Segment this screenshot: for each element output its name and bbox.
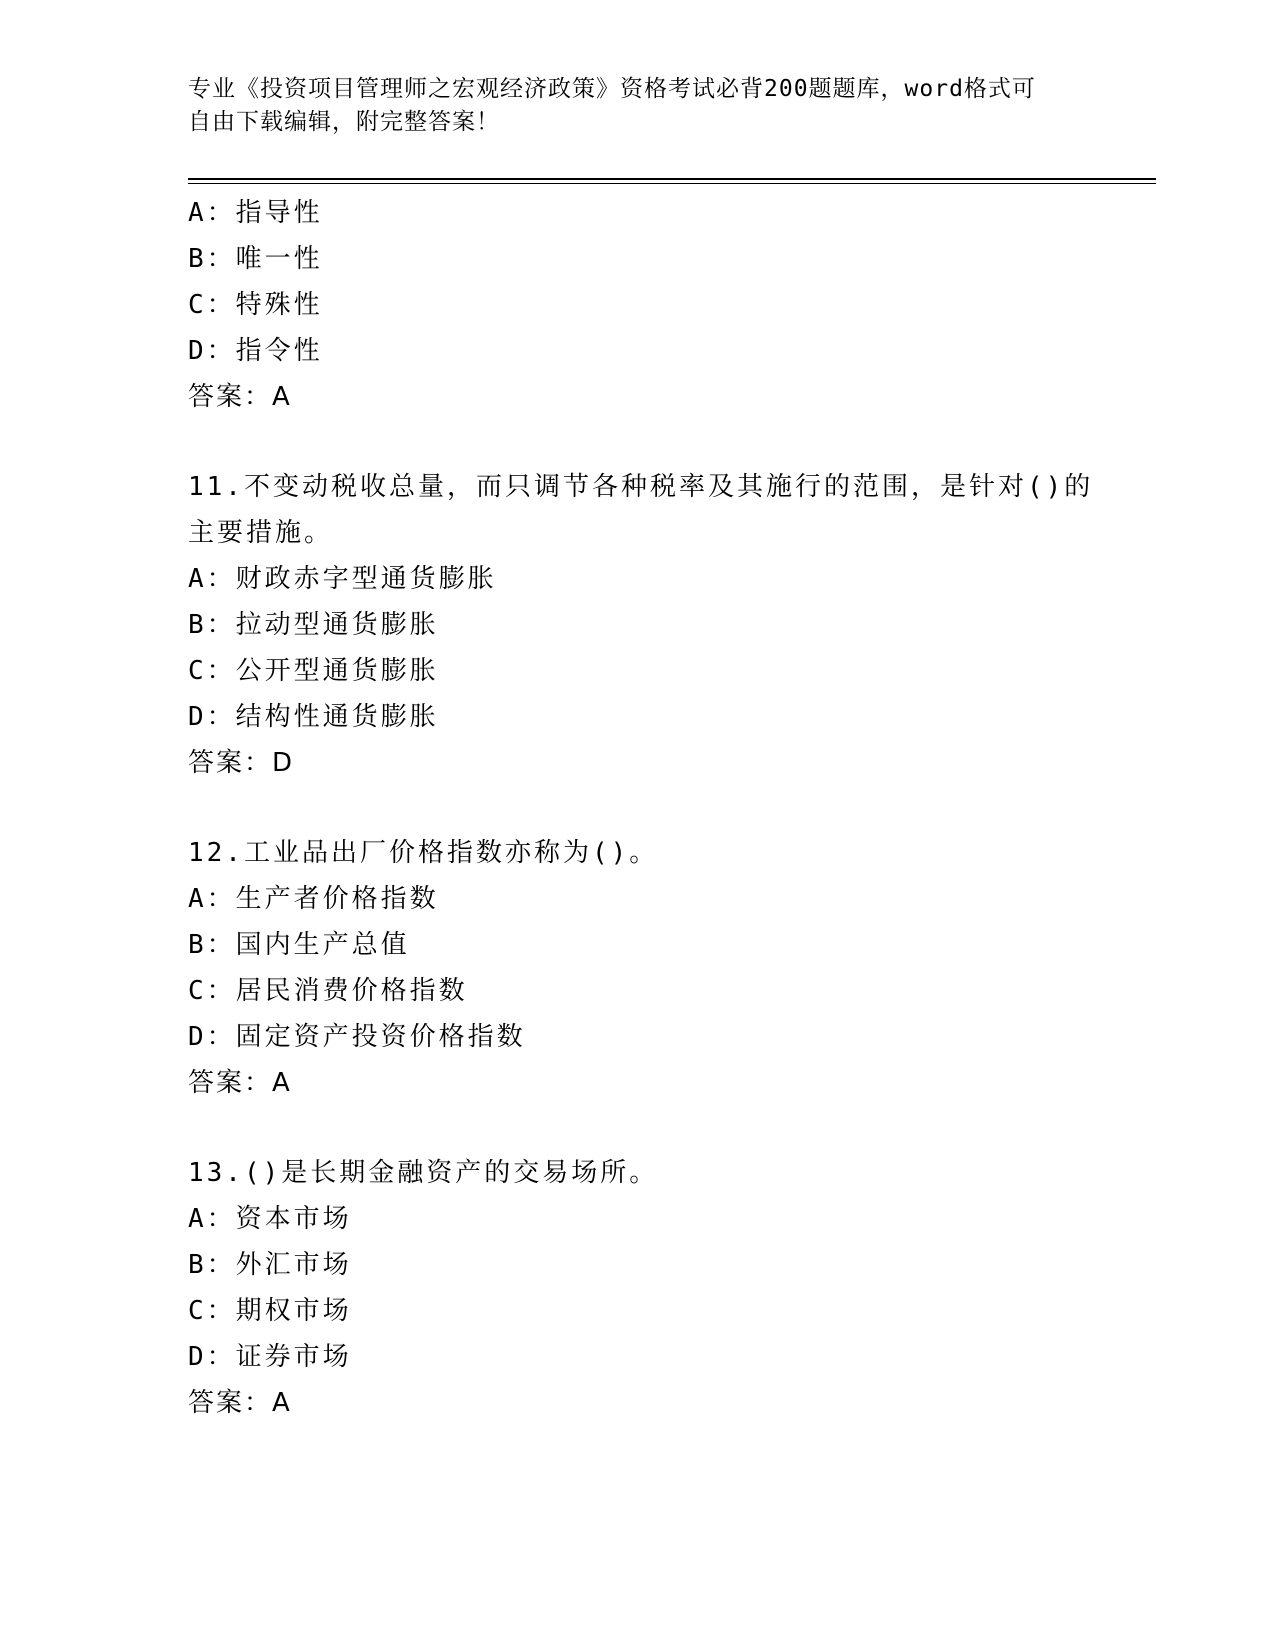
- question-stem: 13.()是长期金融资产的交易场所。: [188, 1158, 659, 1188]
- option-a: A：财政赤字型通货膨胀: [188, 564, 497, 594]
- question-stem-line-2: 主要措施。: [188, 518, 334, 548]
- answer-line: 答案：A: [188, 382, 292, 412]
- answer-line: 答案：D: [188, 748, 295, 778]
- option-d: D：证券市场: [188, 1342, 352, 1372]
- question-stem: 12.工业品出厂价格指数亦称为()。: [188, 838, 659, 868]
- option-c: C：公开型通货膨胀: [188, 656, 439, 686]
- option-d: D：指令性: [188, 336, 323, 366]
- answer-line: 答案：A: [188, 1068, 292, 1098]
- option-d: D：固定资产投资价格指数: [188, 1022, 526, 1052]
- option-b: B：拉动型通货膨胀: [188, 610, 439, 640]
- header-line-1: 专业《投资项目管理师之宏观经济政策》资格考试必背200题题库，word格式可: [188, 76, 1036, 102]
- question-stem-line-1: 11.不变动税收总量，而只调节各种税率及其施行的范围，是针对()的: [188, 472, 1094, 502]
- option-a: A：生产者价格指数: [188, 884, 439, 914]
- option-a: A：资本市场: [188, 1204, 352, 1234]
- option-b: B：唯一性: [188, 244, 323, 274]
- question-list: [188, 190, 1094, 1426]
- answer-line: 答案：A: [188, 1388, 292, 1418]
- option-c: C：期权市场: [188, 1296, 352, 1326]
- question-13: [188, 1150, 1088, 1426]
- option-a: A：指导性: [188, 198, 323, 228]
- header-line-2: 自由下载编辑，附完整答案！: [188, 109, 500, 135]
- document-header: [188, 73, 1108, 139]
- header-divider-thick: [188, 178, 1156, 180]
- option-b: B：国内生产总值: [188, 930, 410, 960]
- question-12: [188, 830, 1088, 1106]
- option-b: B：外汇市场: [188, 1250, 352, 1280]
- option-d: D：结构性通货膨胀: [188, 702, 439, 732]
- option-c: C：居民消费价格指数: [188, 976, 468, 1006]
- question-10: [188, 190, 1088, 420]
- question-11: [188, 464, 1094, 786]
- header-divider-thin: [188, 183, 1156, 184]
- option-c: C：特殊性: [188, 290, 323, 320]
